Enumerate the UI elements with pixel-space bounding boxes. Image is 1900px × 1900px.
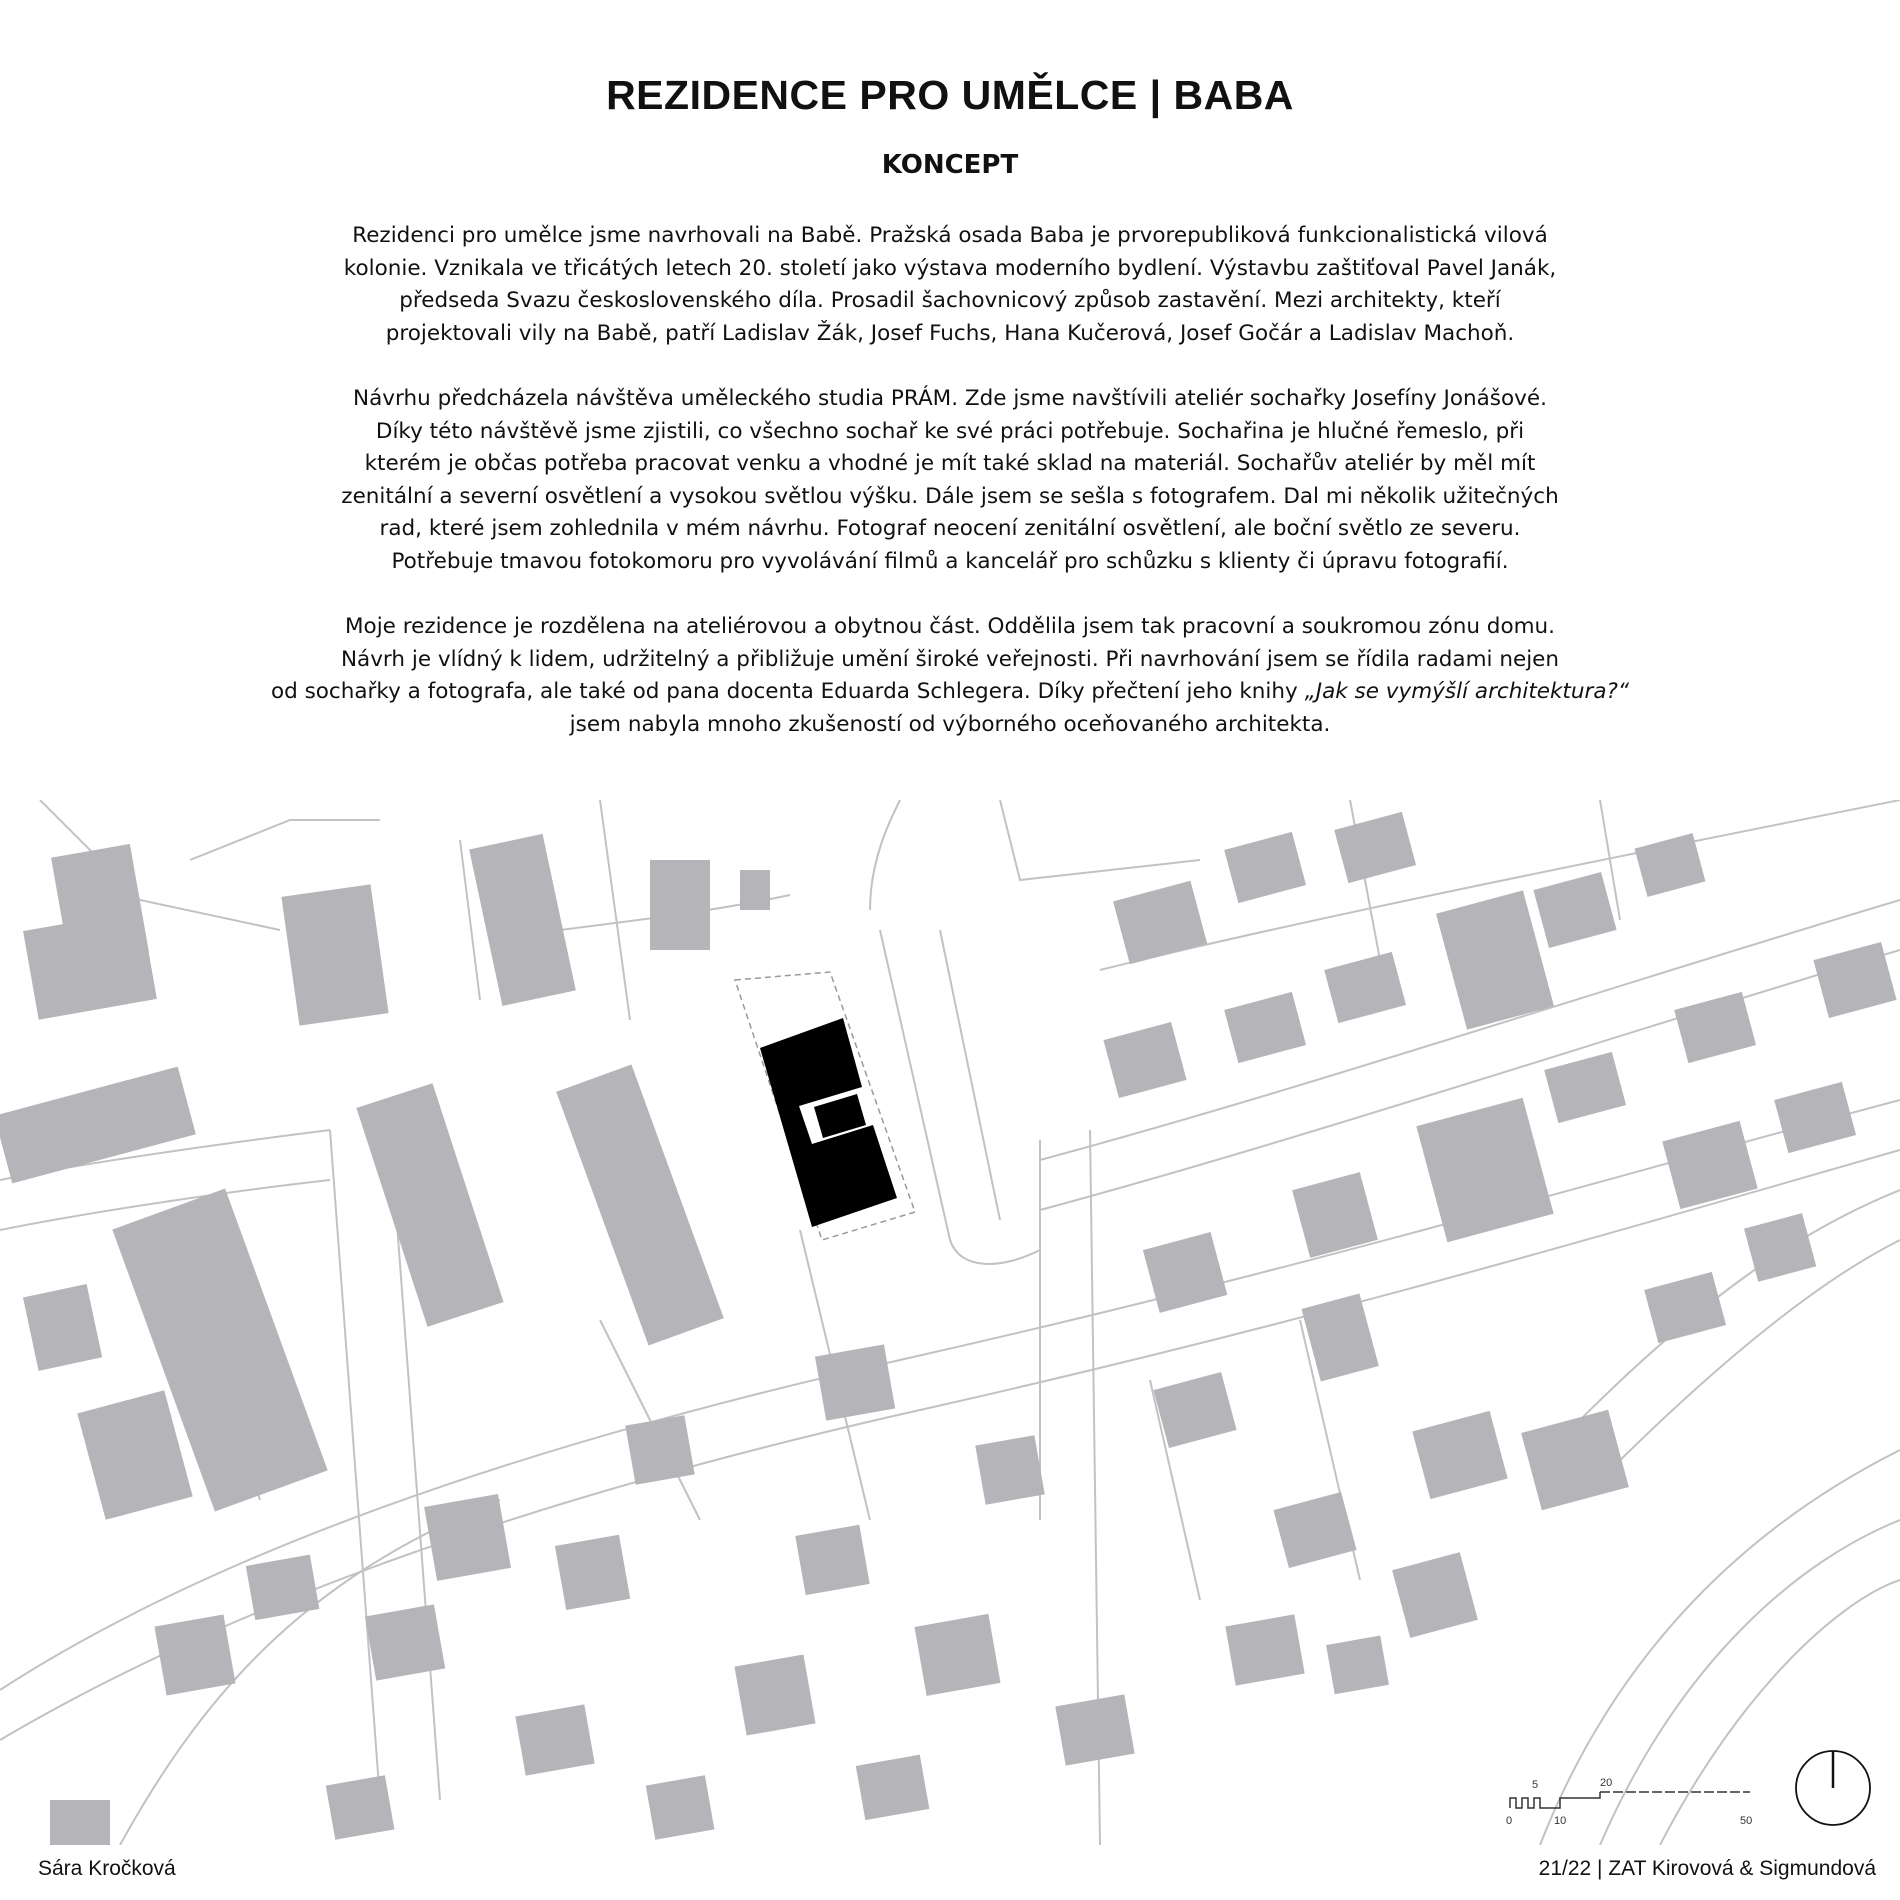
text-line: rad, které jsem zohlednila v mém návrhu. Fotograf neocení zenitální osvětlení, ale boční světlo ze severu. [379,516,1521,541]
text-line: kolonie. Vznikala ve třicátých letech 20. století jako výstava moderního bydlení. Výstavbu zaštiťoval Pavel Janák, [343,255,1557,281]
site-plan-map [0,800,1900,1845]
text-line: zenitální a severní osvětlení a vysokou světlou výšku. Dále jsem se sešla s fotografem. Dal mi několik užitečných [341,483,1559,509]
scale-label: 50 [1740,1815,1753,1827]
text-line: Rezidenci pro umělce jsme navrhovali na Babě. Pražská osada Baba je prvorepubliková funkcionalistická vilová [352,223,1548,248]
page-subtitle: KONCEPT [881,150,1019,180]
scale-bar [1500,1770,1760,1830]
text-line: projektovali vily na Babě, patří Ladislav Žák, Josef Fuchs, Hana Kučerová, Josef Gočár a Ladislav Machoň. [385,320,1515,346]
text-line: jsem nabyla mnoho zkušeností od výborného oceňovaného architekta. [569,711,1331,737]
scale-label: 10 [1554,1815,1567,1827]
north-arrow-icon [1793,1748,1873,1828]
paragraph-3 [250,611,1650,741]
proposed-building [760,1018,897,1227]
text-line: předseda Svazu československého díla. Prosadil šachovnicový způsob zastavění. Mezi architekty, kteří [399,288,1501,313]
text-line: Návrhu předcházela návštěva uměleckého studia PRÁM. Zde jsme navštívili ateliér sochařky Josefíny Jonášové. [353,386,1547,411]
paragraph-1 [250,220,1650,350]
text-line: Návrh je vlídný k lidem, udržitelný a přibližuje umění široké veřejnosti. Při navrhování jsem se řídila radami nejen [340,646,1560,672]
text-line: Díky této návštěvě jsme zjistili, co všechno sochař ke své práci potřebuje. Sochařina je hlučné řemeslo, při [375,418,1525,444]
author-name: Sára Kročková [38,1857,176,1880]
text-line: od sochařky a fotografa, ale také od pana docenta Eduarda Schlegera. Díky přečtení jeho knihy [270,679,1298,704]
page-title: REZIDENCE PRO UMĚLCE | BABA [606,72,1294,118]
scale-label: 20 [1600,1777,1613,1789]
text-line: Moje rezidence je rozdělena na ateliérovou a obytnou část. Oddělila jsem tak pracovní a soukromou zónu domu. [344,614,1556,639]
course-info: 21/22 | ZAT Kirovová & Sigmundová [1538,1857,1876,1880]
text-line: kterém je občas potřeba pracovat venku a vhodné je mít také sklad na materiál. Sochařův ateliér by měl mít [364,451,1536,476]
paragraph-2 [250,383,1650,578]
scale-label: 0 [1506,1815,1513,1827]
text-line: Potřebuje tmavou fotokomoru pro vyvolávání filmů a kancelář pro schůzku s klienty či úpravu fotografií. [391,548,1509,574]
concept-text [250,220,1650,774]
scale-label: 5 [1532,1779,1539,1791]
book-title: „Jak se vymýšlí architektura?“ [1304,679,1630,704]
